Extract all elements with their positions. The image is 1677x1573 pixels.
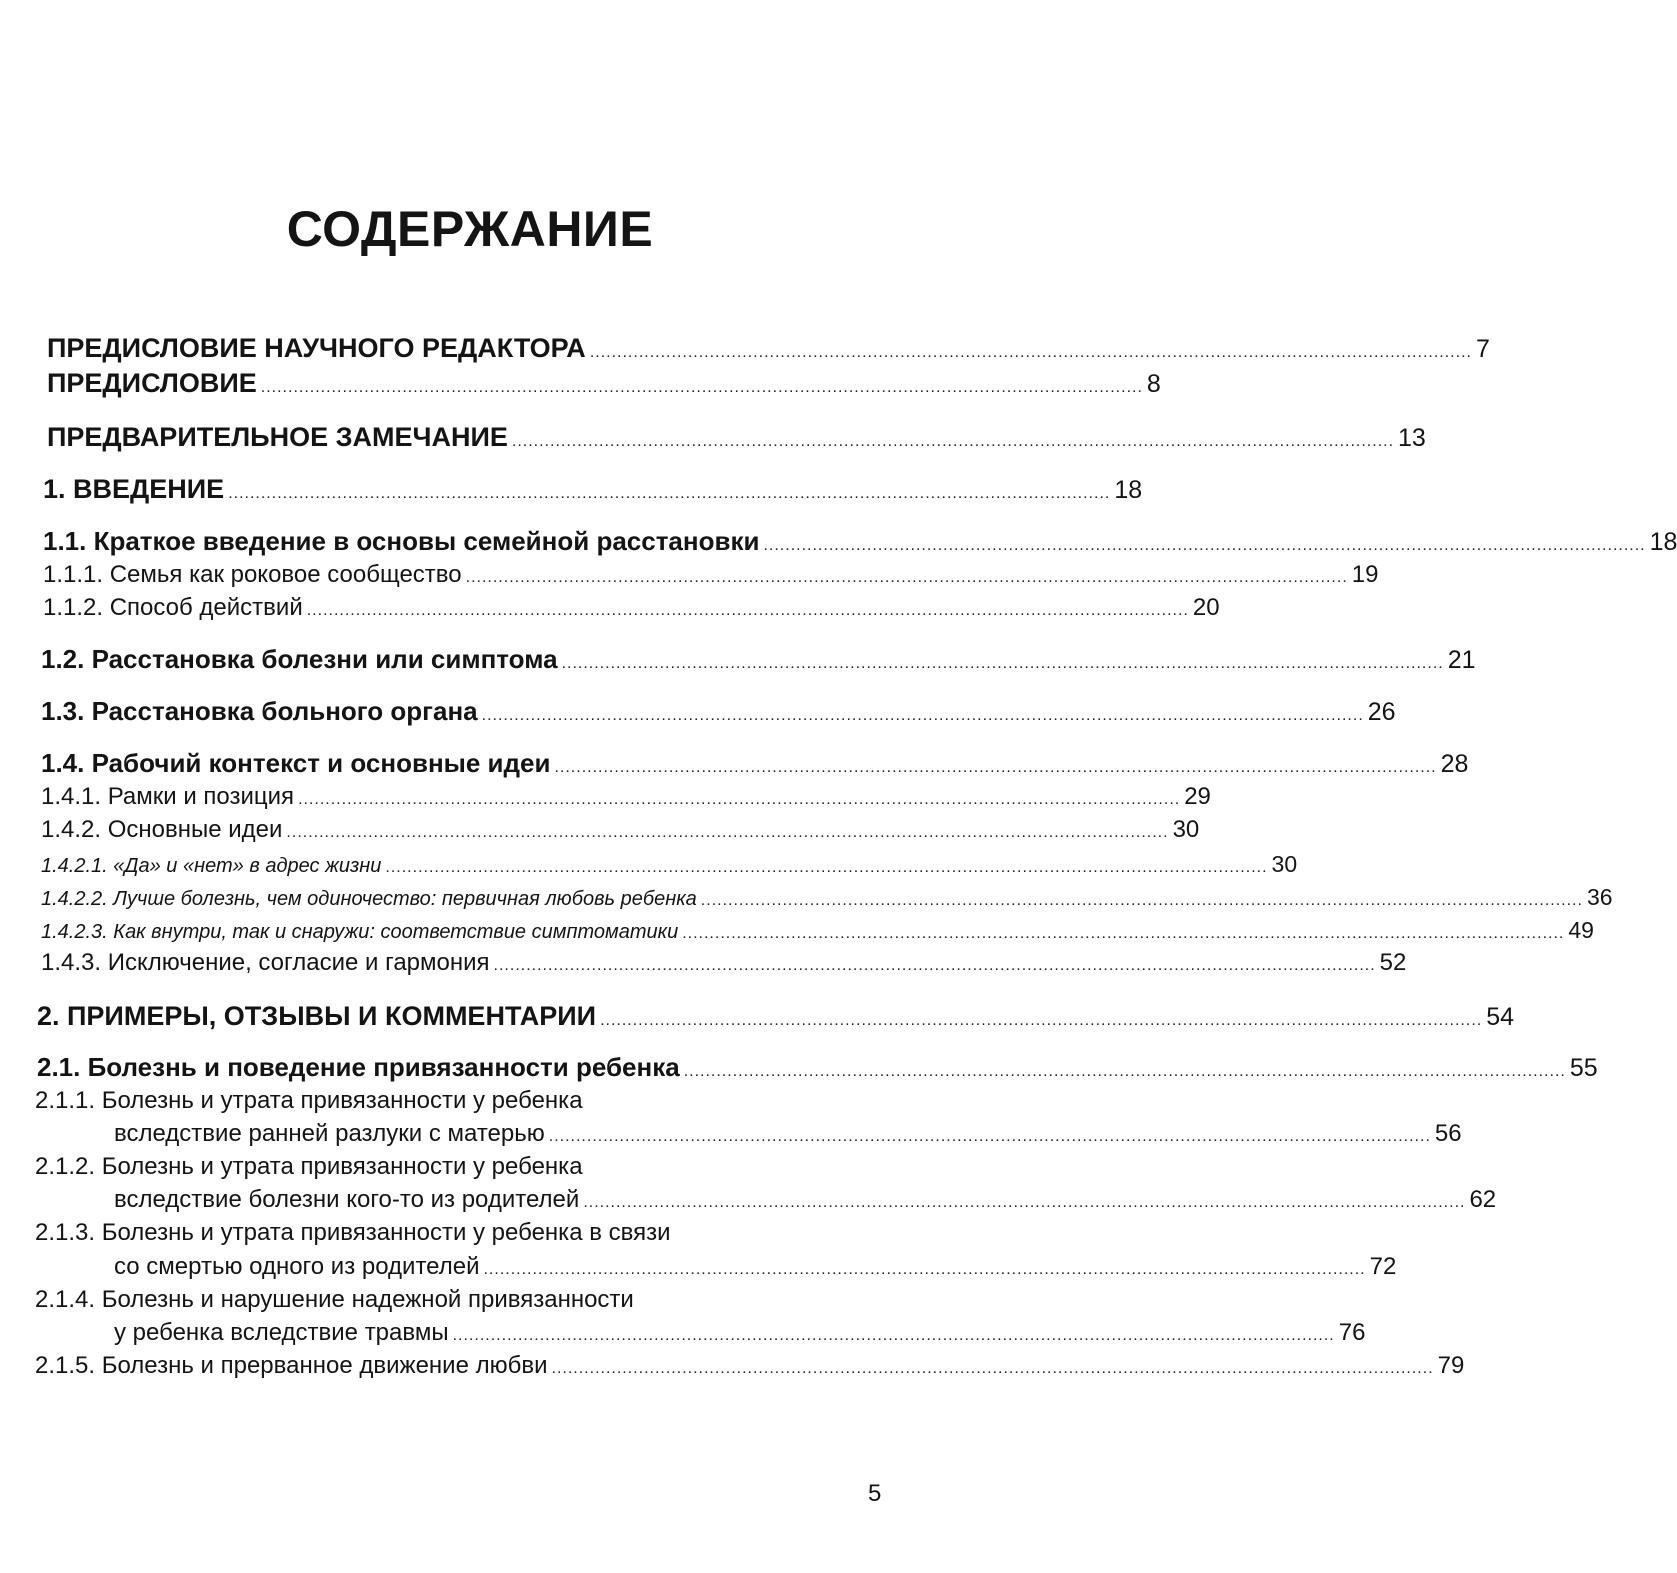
toc-entry[interactable]	[41, 884, 1613, 911]
toc-entry[interactable]	[41, 851, 1298, 878]
toc-entry-page: 18	[1114, 476, 1143, 504]
leader-dots: ..................................................................................................................................................................	[554, 759, 1437, 776]
leader-dots: ..................................................................................................................................................................	[465, 569, 1348, 586]
toc-entry-page: 72	[1369, 1253, 1397, 1280]
toc-entry-title: 1.4.1. Рамки и позиция	[41, 783, 295, 810]
toc-entry-line1: 2.1.3. Болезнь и утрата привязанности у ребенка в связи	[35, 1219, 671, 1246]
toc-entry[interactable]	[35, 1352, 1465, 1380]
toc-entry-page: 29	[1184, 783, 1211, 810]
toc-entry[interactable]	[41, 949, 1407, 977]
leader-dots: ..................................................................................................................................................................	[511, 433, 1395, 450]
toc-entry[interactable]	[41, 917, 1594, 944]
toc-entry[interactable]	[114, 1319, 1366, 1347]
toc-entry[interactable]	[43, 594, 1220, 622]
toc-entry[interactable]	[47, 333, 1490, 364]
leader-dots: ..................................................................................................................................................................	[589, 344, 1472, 361]
page-title: СОДЕРЖАНИЕ	[286, 201, 654, 257]
leader-dots: ..................................................................................................................................................................	[481, 707, 1364, 724]
toc-entry-page: 20	[1192, 594, 1220, 621]
leader-dots: ..................................................................................................................................................................	[286, 824, 1169, 841]
toc-entry-page: 54	[1486, 1003, 1515, 1031]
leader-dots: ..................................................................................................................................................................	[561, 655, 1444, 672]
toc-entry[interactable]	[41, 816, 1200, 844]
leader-dots: ..................................................................................................................................................................	[763, 537, 1646, 554]
toc-entry-title: со смертью одного из родителей	[114, 1253, 480, 1280]
toc-entry-title: 1.1.2. Способ действий	[43, 594, 303, 621]
toc-entry-title: ПРЕДИСЛОВИЕ	[47, 368, 257, 398]
toc-entry-title: вследствие ранней разлуки с матерью	[114, 1120, 545, 1147]
toc-entry-page: 21	[1447, 646, 1476, 674]
leader-dots: ..................................................................................................................................................................	[493, 957, 1376, 974]
toc-entry[interactable]	[41, 783, 1211, 811]
toc-entry-title: вследствие болезни кого-то из родителей	[114, 1186, 580, 1213]
toc-entry-title: 2. ПРИМЕРЫ, ОТЗЫВЫ И КОММЕНТАРИИ	[37, 1001, 597, 1031]
toc-entry[interactable]	[37, 1052, 1598, 1083]
toc-entry-line1: 2.1.1. Болезнь и утрата привязанности у ребенка	[35, 1087, 583, 1114]
leader-dots: ..................................................................................................................................................................	[483, 1261, 1366, 1278]
page-number: 5	[868, 1480, 882, 1507]
leader-dots: ..................................................................................................................................................................	[600, 1012, 1483, 1029]
leader-dots: ..................................................................................................................................................................	[298, 791, 1181, 808]
toc-entry-title: ПРЕДИСЛОВИЕ НАУЧНОГО РЕДАКТОРА	[47, 333, 586, 363]
toc-entry-title: 1.4.2.1. «Да» и «нет» в адрес жизни	[41, 855, 382, 877]
toc-entry-page: 55	[1569, 1054, 1598, 1082]
toc-entry-title: 1. ВВЕДЕНИЕ	[43, 474, 225, 504]
leader-dots: ..................................................................................................................................................................	[452, 1327, 1335, 1344]
toc-entry[interactable]	[114, 1120, 1462, 1148]
leader-dots: ..................................................................................................................................................................	[583, 1194, 1466, 1211]
toc-entry-title: 1.4.2.3. Как внутри, так и снаружи: соответствие симптоматики	[41, 921, 679, 943]
leader-dots: ..................................................................................................................................................................	[700, 892, 1583, 909]
leader-dots: ..................................................................................................................................................................	[228, 485, 1111, 502]
toc-entry-page: 49	[1568, 917, 1594, 943]
toc-entry-title: 1.4.2. Основные идеи	[41, 816, 283, 843]
toc-entry-page: 28	[1440, 750, 1469, 778]
toc-entry[interactable]	[43, 561, 1379, 589]
toc-entry-page: 18	[1649, 528, 1677, 556]
toc-entry-title: 1.4.3. Исключение, согласие и гармония	[41, 949, 490, 976]
toc-entry-page: 62	[1469, 1186, 1497, 1213]
toc-entry-line1: 2.1.2. Болезнь и утрата привязанности у ребенка	[35, 1153, 583, 1180]
toc-entry[interactable]	[114, 1253, 1397, 1281]
leader-dots: ..................................................................................................................................................................	[682, 925, 1565, 942]
toc-entry-page: 76	[1338, 1319, 1366, 1346]
toc-entry-page: 30	[1271, 851, 1298, 877]
toc-entry-title: 1.3. Расстановка больного органа	[41, 696, 478, 726]
toc-entry-title: 1.1. Краткое введение в основы семейной расстановки	[43, 526, 760, 556]
toc-entry-page: 7	[1475, 335, 1490, 363]
toc-entry[interactable]	[43, 526, 1677, 557]
toc-entry-page: 56	[1434, 1120, 1462, 1147]
toc-entry-title: 1.1.1. Семья как роковое сообщество	[43, 561, 462, 588]
toc-entry[interactable]	[114, 1186, 1497, 1214]
toc-entry[interactable]	[47, 422, 1426, 453]
toc-entry-page: 26	[1367, 698, 1396, 726]
leader-dots: ..................................................................................................................................................................	[548, 1128, 1431, 1145]
toc-entry-line1: 2.1.4. Болезнь и нарушение надежной привязанности	[35, 1286, 634, 1313]
leader-dots: ..................................................................................................................................................................	[683, 1063, 1566, 1080]
toc-entry[interactable]	[41, 748, 1469, 779]
toc-entry-page: 19	[1351, 561, 1379, 588]
toc-entry-title: 1.4.2.2. Лучше болезнь, чем одиночество: первичная любовь ребенка	[41, 888, 697, 910]
toc-entry[interactable]	[47, 368, 1161, 399]
toc-entry-title: 2.1. Болезнь и поведение привязанности ребенка	[37, 1052, 680, 1082]
toc-entry-title: 1.2. Расстановка болезни или симптома	[41, 644, 558, 674]
toc-entry-title: ПРЕДВАРИТЕЛЬНОЕ ЗАМЕЧАНИЕ	[47, 422, 508, 452]
toc-entry[interactable]	[43, 474, 1143, 505]
toc-entry-page: 79	[1437, 1352, 1465, 1379]
toc-entry[interactable]	[37, 1001, 1515, 1032]
leader-dots: ..................................................................................................................................................................	[551, 1360, 1434, 1377]
toc-entry-title: 1.4. Рабочий контекст и основные идеи	[41, 748, 551, 778]
toc-entry-page: 13	[1398, 424, 1426, 452]
leader-dots: ..................................................................................................................................................................	[385, 859, 1268, 876]
toc-entry-page: 8	[1146, 370, 1161, 398]
toc-entry[interactable]	[41, 644, 1476, 675]
toc-entry-page: 36	[1586, 884, 1613, 910]
toc-entry[interactable]	[41, 696, 1396, 727]
toc-entry-title: 2.1.5. Болезнь и прерванное движение любви	[35, 1352, 548, 1379]
leader-dots: ..................................................................................................................................................................	[306, 602, 1189, 619]
toc-entry-title: у ребенка вследствие травмы	[114, 1319, 449, 1346]
leader-dots: ..................................................................................................................................................................	[260, 379, 1143, 396]
toc-entry-page: 52	[1379, 949, 1407, 976]
toc-entry-page: 30	[1172, 816, 1200, 843]
